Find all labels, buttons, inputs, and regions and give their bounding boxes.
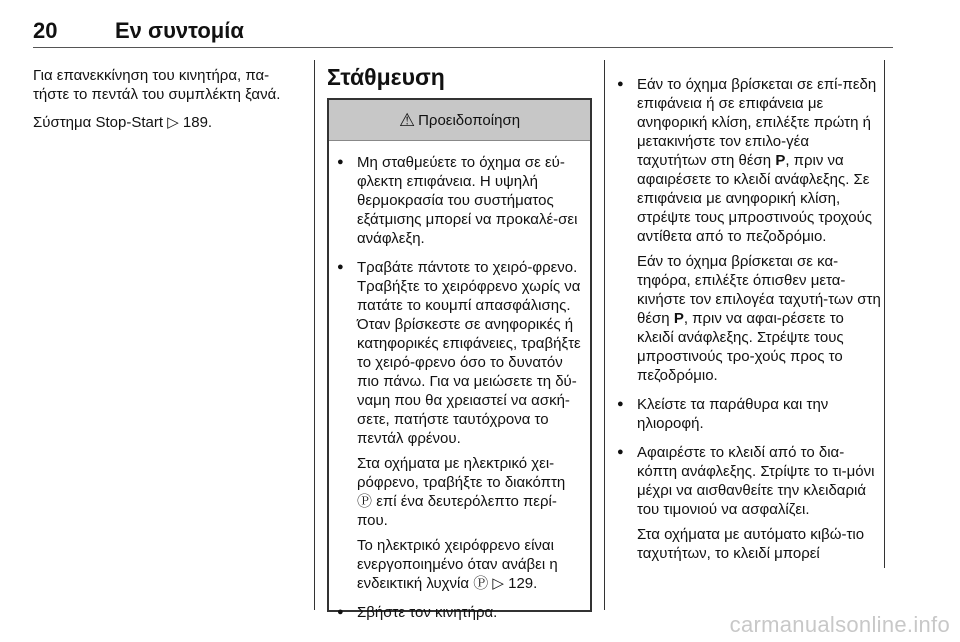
warning-item-text: Μη σταθμεύετε το όχημα σε εύ-φλεκτη επιφάνεια. Η υψηλή θερμοκρασία του συστήματος εξάτμισης μπορεί να προκαλέ-σει ανάφλεξη.	[357, 154, 578, 247]
note-text: Εάν το όχημα βρίσκεται σε κα-τηφόρα, επιλέξτε όπισθεν μετα-κινήστε τον επιλογέα ταχυτή-των στη θέση	[637, 253, 881, 327]
stop-start-link-text: Σύστημα Stop-Start	[33, 114, 164, 131]
gear-position-p: P	[673, 310, 684, 327]
parking-brake-icon: Ⓟ	[357, 493, 373, 510]
step-text: Κλείστε τα παράθυρα και την ηλιοροφή.	[637, 396, 829, 432]
warning-item-text: Σβήστε τον κινητήρα.	[357, 604, 498, 621]
warning-triangle-icon: ⚠	[398, 109, 416, 130]
page-ref-arrow-icon: ▷	[492, 575, 504, 592]
watermark: carmanualsonline.info	[729, 612, 950, 637]
column-divider-2	[604, 60, 605, 610]
page-header	[33, 0, 893, 48]
gear-position-p: P	[775, 152, 786, 169]
note-text: Το ηλεκτρικό χειρόφρενο είναι ενεργοποιημένο όταν ανάβει η ενδεικτική λυχνία	[357, 537, 558, 592]
stop-start-reference	[33, 113, 303, 132]
automatic-gearbox-note: Στα οχήματα με αυτόματο κιβώ-τιο ταχυτήτων, το κλειδί μπορεί	[637, 526, 865, 562]
list-item	[617, 75, 882, 385]
column-1	[33, 66, 303, 141]
step-text: , πριν να αφαιρέσετε το κλειδί ανάφλεξης. Σε επιφάνεια με ανηφορική κλίση, στρέψτε τους μπροστινούς τροχούς αντίθετα από το πεζοδρόμιο.	[637, 152, 872, 245]
list-item	[337, 603, 582, 622]
warning-item-text: Τραβάτε πάντοτε το χειρό-φρενο. Τραβήξτε το χειρόφρενο χωρίς να πατάτε το κουμπί απασφάλισης. Όταν βρίσκεστε σε ανηφορικές ή κατηφορικές επιφάνειες, τραβήξτε το χειρό-φρενο όσο το δυνατόν πιο πάνω. Για να μειώσετε τη δύ-ναμη που θα χρειαστεί να ασκή-σετε, πατήστε ταυτόχρονα το πεντάλ φρένου.	[357, 259, 581, 447]
warning-body	[329, 141, 590, 622]
column-3	[617, 75, 882, 573]
step-text: Εάν το όχημα βρίσκεται σε επί-πεδη επιφάνεια ή σε επιφάνεια με ανηφορική κλίση, επιλέξτε πρώτη ή μετακινήστε τον επιλο-γέα ταχυτήτων στη θέση	[637, 76, 877, 169]
list-item	[337, 153, 582, 248]
parking-heading: Στάθμευση	[327, 64, 445, 90]
stop-start-page: 189.	[182, 114, 213, 131]
parking-steps-list	[617, 75, 882, 563]
page-number: 20	[33, 18, 58, 43]
column-divider-3	[884, 60, 885, 568]
handbrake-indicator-note	[357, 536, 582, 593]
header-divider	[33, 47, 893, 48]
list-item	[617, 395, 882, 433]
warning-title: Προειδοποίηση	[418, 111, 521, 129]
section-title: Εν συντομία	[115, 18, 244, 43]
list-item	[337, 258, 582, 593]
parking-brake-icon: Ⓟ	[473, 575, 489, 592]
page-ref-arrow-icon: ▷	[167, 114, 179, 131]
page-ref: 129.	[508, 575, 538, 592]
warning-list	[337, 153, 582, 622]
step-text: Αφαιρέστε το κλειδί από το δια-κόπτη ανάφλεξης. Στρίψτε το τι-μόνι μέχρι να αισθανθείτε την κλειδαριά του τιμονιού να ασφαλίζει.	[637, 444, 875, 518]
warning-header	[329, 100, 590, 141]
restart-paragraph: Για επανεκκίνηση του κινητήρα, πα-τήστε το πεντάλ του συμπλέκτη ξανά.	[33, 67, 281, 103]
note-text: Στα οχήματα με ηλεκτρικό χει-ρόφρενο, τραβήξτε το διακόπτη	[357, 455, 566, 491]
column-2	[327, 64, 592, 621]
column-divider-1	[314, 60, 315, 610]
list-item	[617, 443, 882, 563]
downhill-note	[637, 252, 882, 385]
note-text: , πριν να αφαι-ρέσετε το κλειδί ανάφλεξης. Στρέψτε τους μπροστινούς τρο-χούς προς το πεζοδρόμιο.	[637, 310, 844, 384]
electric-handbrake-note	[357, 454, 582, 530]
warning-box	[327, 98, 592, 621]
note-text: επί ένα δευτερόλεπτο περί-που.	[357, 493, 557, 529]
